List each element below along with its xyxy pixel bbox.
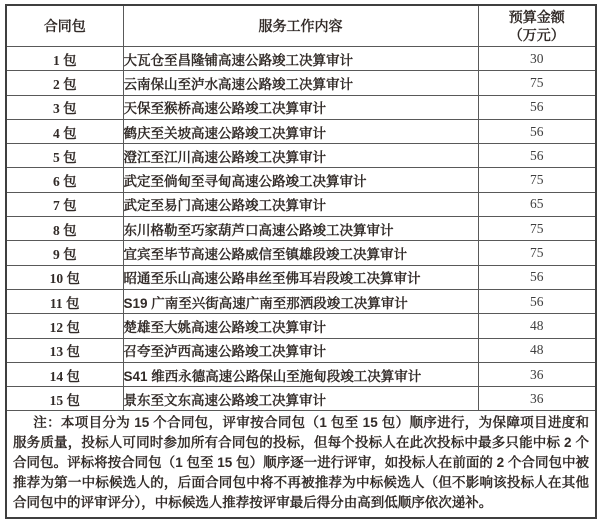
col-header-budget-line1: 预算金额 [508,9,565,25]
budget-cell: 56 [478,265,596,289]
table-row [6,47,596,71]
contract-packages-table [5,4,597,519]
package-cell: 5 包 [6,144,123,168]
budget-cell: 48 [478,338,596,362]
budget-cell: 75 [478,241,596,265]
budget-cell: 56 [478,95,596,119]
content-cell: 楚雄至大姚高速公路竣工决算审计 [123,314,478,338]
table-row [6,217,596,241]
budget-cell: 36 [478,387,596,411]
table-row [6,95,596,119]
content-cell: 宜宾至毕节高速公路威信至镇雄段竣工决算审计 [123,241,478,265]
col-header-package: 合同包 [6,5,123,47]
table-row [6,314,596,338]
package-cell: 4 包 [6,119,123,143]
table-body [6,47,596,411]
budget-cell: 36 [478,362,596,386]
budget-cell: 75 [478,71,596,95]
budget-cell: 56 [478,119,596,143]
content-cell: S19 广南至兴街高速广南至那洒段竣工决算审计 [123,289,478,313]
table-row [6,144,596,168]
package-cell: 8 包 [6,217,123,241]
table-row [6,265,596,289]
note-row [6,411,596,519]
package-cell: 1 包 [6,47,123,71]
package-cell: 6 包 [6,168,123,192]
package-cell: 2 包 [6,71,123,95]
content-cell: 天保至猴桥高速公路竣工决算审计 [123,95,478,119]
table-row [6,119,596,143]
budget-cell: 75 [478,168,596,192]
content-cell: S41 维西永德高速公路保山至施甸段竣工决算审计 [123,362,478,386]
budget-cell: 56 [478,144,596,168]
table-row [6,241,596,265]
table-row [6,192,596,216]
content-cell: 云南保山至泸水高速公路竣工决算审计 [123,71,478,95]
table-row [6,71,596,95]
budget-cell: 65 [478,192,596,216]
content-cell: 武定至易门高速公路竣工决算审计 [123,192,478,216]
budget-cell: 56 [478,289,596,313]
package-cell: 9 包 [6,241,123,265]
table-row [6,387,596,411]
table-row [6,168,596,192]
budget-cell: 75 [478,217,596,241]
package-cell: 10 包 [6,265,123,289]
content-cell: 东川格勒至巧家葫芦口高速公路竣工决算审计 [123,217,478,241]
header-row [6,5,596,47]
content-cell: 大瓦仓至昌隆铺高速公路竣工决算审计 [123,47,478,71]
content-cell: 召夸至泸西高速公路竣工决算审计 [123,338,478,362]
package-cell: 7 包 [6,192,123,216]
table-row [6,362,596,386]
content-cell: 昭通至乐山高速公路串丝至佛耳岩段竣工决算审计 [123,265,478,289]
package-cell: 12 包 [6,314,123,338]
budget-cell: 30 [478,47,596,71]
note-cell: 注：本项目分为 15 个合同包，评审按合同包（1 包至 15 包）顺序进行，为保障项目进度和服务质量，投标人可同时参加所有合同包的投标，但每个投标人在此次投标中最多只能中标 2 个合同包。评标将按合同包（1 包至 15 包）顺序逐一进行评审，如投标人在前面的 2 个合同包中被推荐为第一中标候选人的，后面合同包中将不再被推荐为中标候选人（但不影响该投标人在其他合同包中的评审评分），中标候选人推荐按评审最后得分由高到低顺序依次递补。 [6,411,596,519]
budget-cell: 48 [478,314,596,338]
table-row [6,289,596,313]
package-cell: 3 包 [6,95,123,119]
content-cell: 澄江至江川高速公路竣工决算审计 [123,144,478,168]
package-cell: 14 包 [6,362,123,386]
package-cell: 11 包 [6,289,123,313]
col-header-budget [478,5,596,47]
table-row [6,338,596,362]
package-cell: 13 包 [6,338,123,362]
content-cell: 景东至文东高速公路竣工决算审计 [123,387,478,411]
content-cell: 鹤庆至关坡高速公路竣工决算审计 [123,119,478,143]
col-header-budget-line2: （万元） [508,27,565,43]
content-cell: 武定至倘甸至寻甸高速公路竣工决算审计 [123,168,478,192]
col-header-content: 服务工作内容 [123,5,478,47]
package-cell: 15 包 [6,387,123,411]
